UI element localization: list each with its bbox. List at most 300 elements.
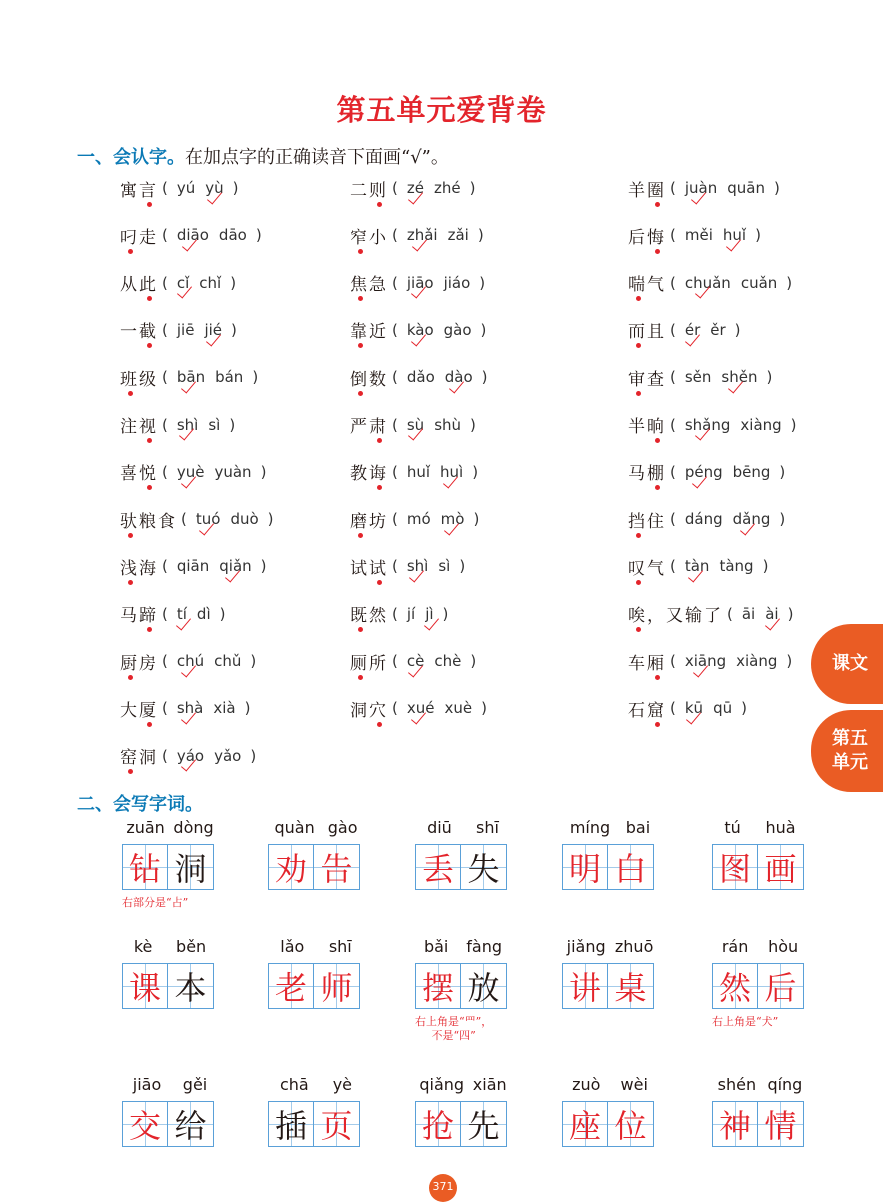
paren-open: ( [162,652,168,670]
pinyin-option-checked[interactable]: shì [406,557,429,576]
writing-pinyin [268,1075,364,1097]
recognition-item [628,220,765,250]
pinyin-option-checked[interactable]: tàn [684,557,710,576]
pinyin-syllable: bai [625,818,651,837]
recognition-item [120,741,260,771]
pinyin-option[interactable]: mó [406,510,431,529]
recognition-item [628,599,797,629]
paren-open: ( [392,368,398,387]
writing-word [712,937,808,1028]
tianzige-grid [268,963,364,1009]
recognition-item [628,457,789,487]
recognition-item [120,268,240,298]
pinyin-syllable: shī [475,818,499,837]
pinyin-syllable: tú [724,818,741,837]
pinyin-syllable: hòu [768,937,799,956]
recognition-word: 窄小 [350,227,388,248]
recognition-word: 班级 [120,369,158,390]
page-title: 第五单元爱背卷 [336,93,547,127]
recognition-word: 后悔 [628,227,666,248]
recognition-word: 洞穴 [350,700,388,721]
recognition-item [628,504,789,534]
section-1-instruction: 在加点字的正确读音下面画“√”。 [185,147,449,168]
paren-close: ) [267,510,274,529]
writing-word [268,1075,364,1147]
paren-open: ( [670,179,676,197]
recognition-word: 试试 [350,558,388,579]
paren-open: ( [162,699,168,718]
tianzige-cell: 给 [168,1101,214,1147]
pinyin-syllable: gào [327,818,358,837]
paren-close: ) [250,652,257,670]
recognition-word: 一截 [120,322,158,343]
pinyin-option-checked[interactable]: qiǎn [219,557,252,576]
pinyin-option-checked[interactable]: diāo [176,226,209,245]
paren-close: ) [787,604,794,623]
tianzige-cell: 神 [712,1101,758,1147]
recognition-word: 从此 [120,275,158,296]
writing-pinyin [562,818,658,840]
tianzige-cell: 插 [268,1101,314,1147]
paren-open: ( [392,273,398,292]
pinyin-option[interactable]: yú [176,179,196,197]
pinyin-syllable: jiāo [132,1075,162,1094]
tianzige-cell: 画 [758,844,804,890]
writing-pinyin [415,818,511,840]
tianzige-cell: 然 [712,963,758,1009]
tianzige-cell: 明 [562,844,608,890]
recognition-item [628,362,776,392]
tianzige-cell: 失 [461,844,507,890]
paren-close: ) [481,368,488,387]
recognition-word: 倒数 [350,369,388,390]
section-1-label: 一、会认字。 [77,147,185,168]
pinyin-option[interactable]: ěr [710,320,726,339]
recognition-item [120,504,278,534]
writing-note: 右部分是“占” [122,896,189,909]
pinyin-option[interactable]: xiàng [740,415,782,434]
paren-open: ( [162,179,168,197]
recognition-item [120,457,270,487]
tianzige-cell: 白 [608,844,654,890]
writing-word [712,1075,808,1147]
tianzige-cell: 图 [712,844,758,890]
paren-open: ( [392,557,398,576]
writing-pinyin [712,1075,808,1097]
recognition-item [350,362,492,392]
pinyin-option-checked[interactable]: zé [406,179,424,197]
writing-pinyin [562,1075,658,1097]
recognition-word: 寓言 [120,180,158,201]
tianzige-cell: 钻 [122,844,168,890]
paren-open: ( [670,226,676,245]
pinyin-option[interactable]: chǔ [214,652,242,670]
recognition-item [350,551,469,581]
pinyin-option-checked[interactable]: dǎng [732,510,771,529]
paren-open: ( [670,320,676,339]
pinyin-option-checked[interactable]: yuè [176,462,205,481]
writing-word [268,937,364,1009]
pinyin-syllable: bǎi [423,937,449,956]
pinyin-option[interactable]: cuǎn [740,273,778,292]
paren-open: ( [392,652,398,670]
recognition-item [628,315,745,345]
recognition-item [350,599,452,629]
pinyin-option-checked[interactable]: dào [444,368,473,387]
paren-close: ) [250,746,257,765]
tianzige-cell: 摆 [415,963,461,1009]
recognition-item [350,693,491,723]
recognition-word: 厨房 [120,653,158,674]
paren-open: ( [162,415,168,434]
paren-close: ) [766,368,773,387]
pinyin-option-checked[interactable]: shà [176,699,204,718]
pinyin-option[interactable]: shù [434,415,462,434]
pinyin-option-checked[interactable]: xiāng [684,652,727,670]
recognition-item [628,173,784,203]
pinyin-option[interactable]: zǎi [447,226,469,245]
pinyin-option[interactable]: tàng [719,557,754,576]
paren-close: ) [470,415,476,434]
pinyin-option-checked[interactable]: tí [176,604,187,623]
pinyin-syllable: lǎo [280,937,305,956]
pinyin-option-checked[interactable]: jì [425,604,434,623]
recognition-word: 厕所 [350,653,388,674]
writing-pinyin [268,818,364,840]
recognition-word: 窑洞 [120,748,158,769]
pinyin-syllable: shī [328,937,352,956]
pinyin-option[interactable]: huǐ [406,462,431,481]
paren-close: ) [459,557,466,576]
tianzige-grid [122,963,218,1009]
recognition-item [120,599,229,629]
recognition-item [120,362,262,392]
pinyin-option[interactable]: dāo [218,226,247,245]
writing-pinyin [415,937,511,959]
pinyin-option[interactable]: zhé [433,179,461,197]
paren-open: ( [392,510,398,529]
pinyin-syllable: yè [332,1075,353,1094]
recognition-item [120,693,254,723]
tianzige-grid [415,963,511,1009]
tianzige-cell: 座 [562,1101,608,1147]
paren-open: ( [392,604,398,623]
pinyin-syllable: míng [569,818,611,837]
recognition-word: 石窟 [628,700,666,721]
tianzige-grid [268,1101,364,1147]
pinyin-option[interactable]: quān [727,179,765,197]
tianzige-grid [268,844,364,890]
pinyin-option-checked[interactable]: kū [684,699,704,718]
tianzige-grid [122,844,218,890]
paren-open: ( [162,462,168,481]
paren-open: ( [670,273,676,292]
paren-open: ( [727,604,733,623]
pinyin-option[interactable]: měi [684,226,713,245]
tianzige-grid [122,1101,218,1147]
paren-open: ( [392,179,398,197]
paren-close: ) [470,652,477,670]
paren-close: ) [741,699,747,718]
pinyin-option[interactable]: jiē [176,320,195,339]
recognition-word: 叹气 [628,558,666,579]
tianzige-cell: 情 [758,1101,804,1147]
paren-close: ) [230,273,237,292]
pinyin-syllable: rán [721,937,749,956]
pinyin-option[interactable]: dǎo [406,368,435,387]
recognition-word: 注视 [120,417,158,437]
paren-close: ) [779,462,786,481]
tianzige-cell: 页 [314,1101,360,1147]
paren-open: ( [392,699,398,718]
paren-close: ) [786,273,793,292]
pinyin-option[interactable]: chè [434,652,462,670]
recognition-word: 羊圈 [628,180,666,201]
paren-open: ( [162,320,168,339]
paren-close: ) [231,320,237,339]
pinyin-option-checked[interactable]: tuó [195,510,221,529]
tab-lesson[interactable]: 课文 [811,624,883,704]
pinyin-option-checked[interactable]: kào [406,320,434,339]
pinyin-option-checked[interactable]: ài [765,604,779,623]
pinyin-option-checked[interactable]: péng [684,462,723,481]
recognition-item [628,268,796,298]
pinyin-option-checked[interactable]: yáo [176,746,205,765]
pinyin-option[interactable]: jí [406,604,416,623]
paren-close: ) [472,462,479,481]
tianzige-cell: 劝 [268,844,314,890]
paren-open: ( [162,746,168,765]
paren-close: ) [773,179,780,197]
tianzige-grid [712,963,808,1009]
pinyin-option-checked[interactable]: juàn [684,179,718,197]
recognition-word: 挡住 [628,511,666,532]
tianzige-grid [712,1101,808,1147]
paren-close: ) [232,179,239,197]
tianzige-cell: 师 [314,963,360,1009]
paren-close: ) [255,226,262,245]
tianzige-grid [415,1101,511,1147]
recognition-item [350,220,488,250]
pinyin-syllable: zuò [572,1075,601,1094]
paren-open: ( [392,320,398,339]
writing-word [415,818,511,890]
tianzige-cell: 告 [314,844,360,890]
pinyin-syllable: diū [427,818,452,837]
writing-word [122,1075,218,1147]
pinyin-option[interactable]: dáng [684,510,723,529]
paren-close: ) [790,415,797,434]
recognition-item [350,315,490,345]
recognition-item [350,268,489,298]
paren-close: ) [252,368,259,387]
recognition-word: 焦急 [350,275,388,296]
recognition-item [350,646,480,676]
tianzige-cell: 桌 [608,963,654,1009]
writing-pinyin [712,818,808,840]
recognition-word: 而且 [628,322,666,343]
pinyin-syllable: fàng [466,937,503,956]
pinyin-option[interactable]: sì [438,557,451,576]
recognition-item [120,315,241,345]
pinyin-option[interactable]: gào [443,320,472,339]
paren-open: ( [670,368,676,387]
paren-close: ) [229,415,236,434]
paren-open: ( [162,368,168,387]
writing-word [562,818,658,890]
paren-open: ( [162,226,168,245]
recognition-word: 严肃 [350,417,388,437]
recognition-word: 半晌 [628,417,666,437]
recognition-item [120,410,239,440]
tianzige-cell: 交 [122,1101,168,1147]
tianzige-cell: 讲 [562,963,608,1009]
tianzige-cell: 先 [461,1101,507,1147]
recognition-word: 靠近 [350,322,388,343]
pinyin-option[interactable]: jiáo [443,273,471,292]
pinyin-option-checked[interactable]: ér [684,320,701,339]
recognition-word: 唉，又输了 [628,606,723,627]
paren-close: ) [762,557,769,576]
pinyin-option-checked[interactable]: sù [406,415,425,434]
pinyin-option-checked[interactable]: bān [176,368,206,387]
pinyin-option-checked[interactable]: cǐ [176,273,190,292]
pinyin-syllable: dòng [173,818,214,837]
pinyin-option-checked[interactable]: shì [176,415,199,434]
pinyin-option-checked[interactable]: huǐ [722,226,747,245]
recognition-word: 大厦 [120,700,158,721]
recognition-item [350,173,479,203]
pinyin-syllable: jiǎng [566,937,606,956]
pinyin-option-checked[interactable]: xué [406,699,435,718]
pinyin-option-checked[interactable]: chuǎn [684,273,731,292]
pinyin-option[interactable]: yuàn [214,462,252,481]
pinyin-syllable: shén [717,1075,757,1094]
pinyin-option-checked[interactable]: huì [440,462,464,481]
recognition-item [628,551,772,581]
pinyin-option[interactable]: sì [208,415,221,434]
pinyin-option[interactable]: chǐ [199,273,222,292]
writing-pinyin [712,937,808,959]
paren-close: ) [477,226,484,245]
pinyin-option[interactable]: duò [230,510,259,529]
tab-unit-5[interactable]: 第五 单元 [811,710,883,792]
pinyin-syllable: xiān [472,1075,507,1094]
page-number: 371 [429,1174,457,1202]
paren-close: ) [479,273,486,292]
tianzige-cell: 老 [268,963,314,1009]
pinyin-option[interactable]: sěn [684,368,712,387]
pinyin-syllable: běn [176,937,207,956]
pinyin-option-checked[interactable]: shǎng [684,415,731,434]
paren-open: ( [392,415,398,434]
pinyin-option[interactable]: xià [213,699,236,718]
recognition-word: 磨坊 [350,511,388,532]
pinyin-option[interactable]: xuè [444,699,473,718]
pinyin-option[interactable]: yǎo [214,746,242,765]
paren-open: ( [670,652,676,670]
pinyin-syllable: kè [133,937,153,956]
section-1-heading [77,143,449,169]
recognition-item [120,646,260,676]
pinyin-option[interactable]: dì [196,604,211,623]
paren-open: ( [162,604,168,623]
paren-open: ( [670,510,676,529]
writing-word [415,1075,511,1147]
recognition-word: 马蹄 [120,606,158,627]
paren-open: ( [670,557,676,576]
recognition-item [120,551,271,581]
pinyin-syllable: zuān [126,818,165,837]
paren-open: ( [670,699,676,718]
pinyin-option-checked[interactable]: jié [204,320,223,339]
writing-word [712,818,808,890]
paren-close: ) [480,320,487,339]
pinyin-option[interactable]: āi [741,604,756,623]
pinyin-option[interactable]: qiān [176,557,210,576]
writing-pinyin [415,1075,511,1097]
recognition-item [120,173,243,203]
paren-open: ( [392,462,398,481]
pinyin-option-checked[interactable]: cè [406,652,425,670]
pinyin-option-checked[interactable]: zhǎi [406,226,438,245]
writing-pinyin [122,818,218,840]
tianzige-grid [562,844,658,890]
writing-word [415,937,511,1042]
paren-close: ) [734,320,741,339]
pinyin-option[interactable]: xiàng [736,652,778,670]
writing-word [122,937,218,1009]
recognition-word: 教诲 [350,464,388,485]
pinyin-option-checked[interactable]: mò [440,510,465,529]
recognition-word: 既然 [350,606,388,627]
pinyin-syllable: zhuō [614,937,654,956]
pinyin-option-checked[interactable]: jiāo [406,273,434,292]
recognition-word: 审查 [628,369,666,390]
recognition-item [120,220,266,250]
recognition-word: 二则 [350,180,388,201]
tianzige-grid [415,844,511,890]
pinyin-option[interactable]: bēng [732,462,771,481]
pinyin-syllable: wèi [620,1075,648,1094]
paren-close: ) [260,462,267,481]
pinyin-syllable: gěi [182,1075,208,1094]
pinyin-option-checked[interactable]: chú [176,652,205,670]
paren-open: ( [392,226,398,245]
pinyin-option-checked[interactable]: shěn [721,368,758,387]
recognition-item [350,457,482,487]
paren-close: ) [442,604,449,623]
paren-close: ) [779,510,786,529]
pinyin-syllable: huà [765,818,796,837]
tianzige-grid [712,844,808,890]
recognition-item [350,410,480,440]
pinyin-option[interactable]: qū [713,699,733,718]
paren-close: ) [473,510,480,529]
pinyin-option-checked[interactable]: yù [205,179,224,197]
recognition-word: 浅海 [120,558,158,579]
paren-open: ( [162,273,168,292]
recognition-item [628,646,796,676]
pinyin-syllable: qíng [767,1075,803,1094]
tianzige-cell: 抢 [415,1101,461,1147]
paren-close: ) [755,226,761,245]
writing-pinyin [122,937,218,959]
writing-word [122,818,218,909]
pinyin-option[interactable]: bán [215,368,244,387]
pinyin-syllable: quàn [274,818,315,837]
recognition-word: 喘气 [628,275,666,296]
